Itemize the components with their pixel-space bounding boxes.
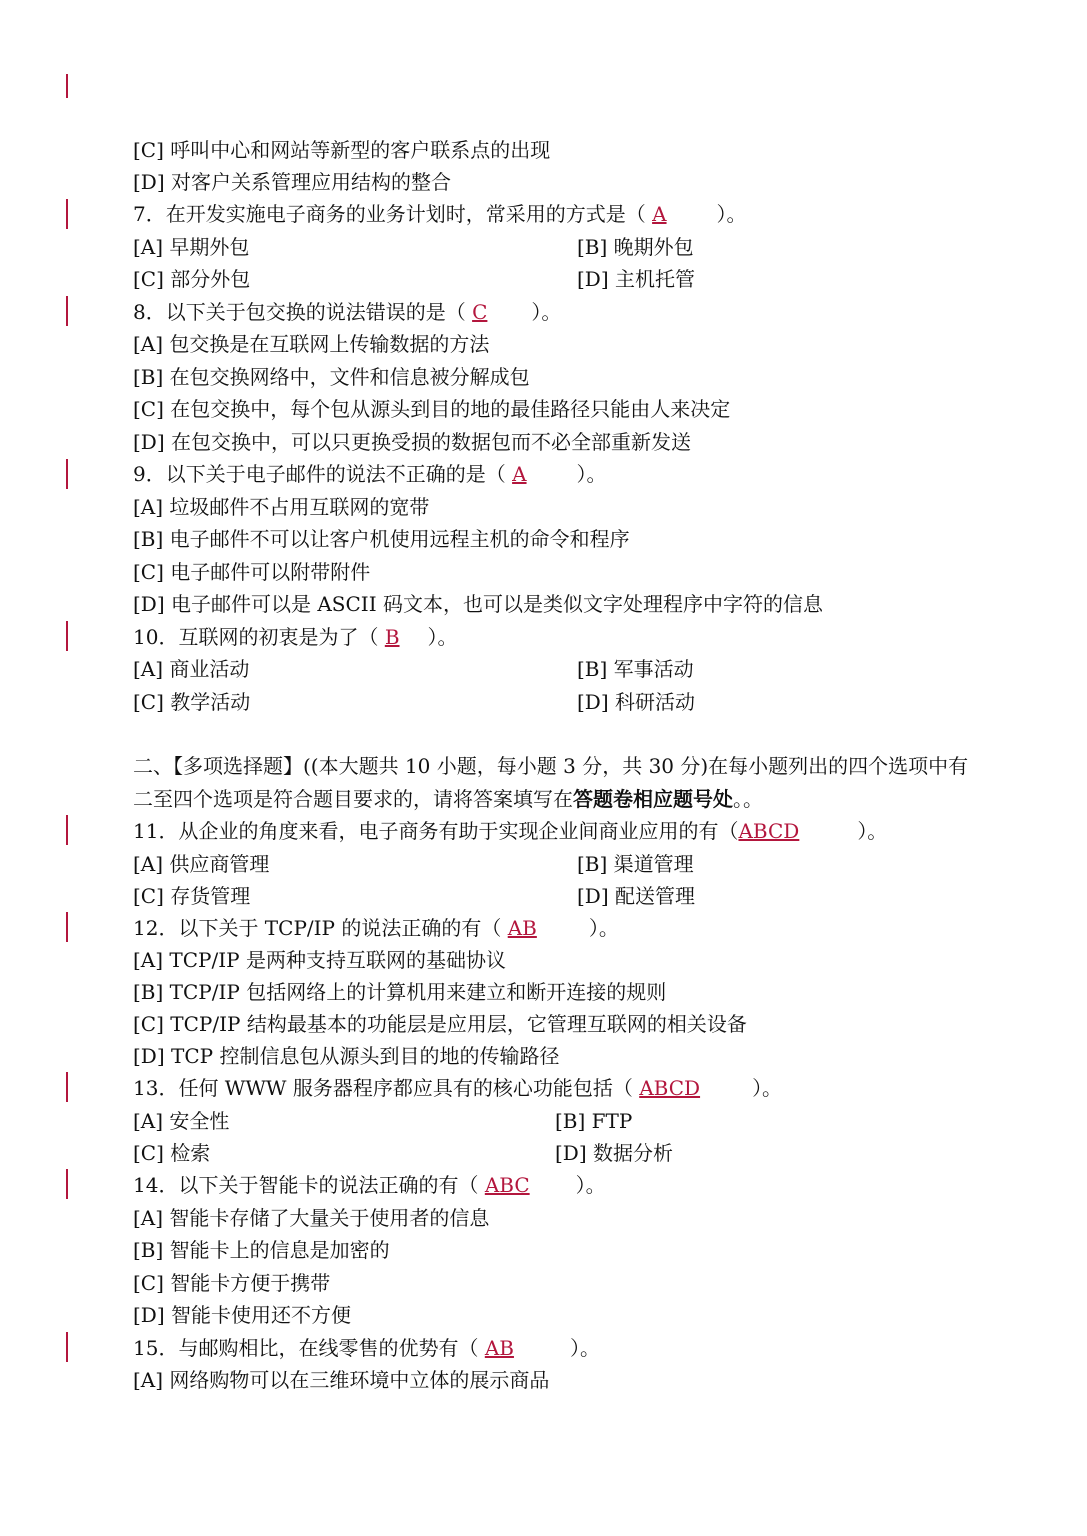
q9-stem — [133, 458, 607, 490]
q14-close: ）。 — [575, 1173, 606, 1197]
section2-instruction: 二至四个选项是符合题目要求的，请将答案填写在 — [133, 787, 573, 811]
q9-close: ）。 — [576, 462, 607, 486]
q13-answer: ABCD — [639, 1076, 701, 1100]
q11-close: ）。 — [857, 819, 888, 843]
q11-option-d: [D] 配送管理 — [577, 884, 695, 908]
q9-option-c: [C] 电子邮件可以附带附件 — [133, 560, 371, 584]
q8-close: ）。 — [531, 300, 562, 324]
q7-text: 7．在开发实施电子商务的业务计划时，常采用的方式是（ — [133, 202, 653, 226]
q15-option-a: [A] 网络购物可以在三维环境中立体的展示商品 — [133, 1368, 550, 1392]
q7-stem — [133, 198, 747, 230]
q8-option-b: [B] 在包交换网络中，文件和信息被分解成包 — [133, 365, 530, 389]
q14-stem — [133, 1169, 606, 1201]
q15-close: ）。 — [569, 1336, 600, 1360]
q12-option-b: [B] TCP/IP 包括网络上的计算机用来建立和断开连接的规则 — [133, 980, 667, 1004]
q14-option-d: [D] 智能卡使用还不方便 — [133, 1303, 351, 1327]
q13-text: 13．任何 WWW 服务器程序都应具有的核心功能包括（ — [133, 1076, 640, 1100]
q15-text: 15．与邮购相比，在线零售的优势有（ — [133, 1336, 485, 1360]
section2-end: 。。 — [733, 787, 763, 811]
revision-bar — [66, 199, 68, 229]
q10-option-c: [C] 教学活动 — [133, 690, 251, 714]
q13-option-b: [B] FTP — [555, 1109, 633, 1133]
q7-option-b: [B] 晚期外包 — [577, 235, 694, 259]
q7-option-a: [A] 早期外包 — [133, 235, 250, 259]
q11-option-b: [B] 渠道管理 — [577, 852, 694, 876]
q8-stem — [133, 296, 561, 328]
q14-answer: ABC — [484, 1173, 530, 1197]
q13-option-a: [A] 安全性 — [133, 1109, 230, 1133]
q8-answer: C — [472, 300, 488, 324]
q7-option-d: [D] 主机托管 — [577, 267, 695, 291]
q14-text: 14．以下关于智能卡的说法正确的有（ — [133, 1173, 485, 1197]
revision-bar — [66, 1332, 68, 1362]
q12-option-a: [A] TCP/IP 是两种支持互联网的基础协议 — [133, 948, 506, 972]
q11-text: 11．从企业的角度来看，电子商务有助于实现企业间商业应用的有（ — [133, 819, 739, 843]
q12-option-d: [D] TCP 控制信息包从源头到目的地的传输路径 — [133, 1044, 560, 1068]
q10-text: 10．互联网的初衷是为了（ — [133, 625, 385, 649]
q11-option-c: [C] 存货管理 — [133, 884, 251, 908]
q11-option-a: [A] 供应商管理 — [133, 852, 270, 876]
q13-option-d: [D] 数据分析 — [555, 1141, 673, 1165]
q11-answer: ABCD — [738, 819, 800, 843]
q10-option-a: [A] 商业活动 — [133, 657, 250, 681]
section2-header-line2 — [133, 783, 763, 815]
q6-option-c: [C] 呼叫中心和网站等新型的客户联系点的出现 — [133, 138, 551, 162]
q7-answer: A — [652, 202, 667, 226]
q8-text: 8．以下关于包交换的说法错误的是（ — [133, 300, 473, 324]
q14-option-a: [A] 智能卡存储了大量关于使用者的信息 — [133, 1206, 490, 1230]
q13-stem — [133, 1072, 782, 1104]
q12-stem — [133, 912, 619, 944]
revision-bar — [66, 912, 68, 942]
revision-bar — [66, 74, 68, 98]
q9-option-b: [B] 电子邮件不可以让客户机使用远程主机的命令和程序 — [133, 527, 630, 551]
q10-option-b: [B] 军事活动 — [577, 657, 694, 681]
q11-stem — [133, 815, 887, 847]
q10-option-d: [D] 科研活动 — [577, 690, 695, 714]
q7-option-c: [C] 部分外包 — [133, 267, 251, 291]
revision-bar — [66, 296, 68, 326]
q9-text: 9．以下关于电子邮件的说法不正确的是（ — [133, 462, 513, 486]
q14-option-b: [B] 智能卡上的信息是加密的 — [133, 1238, 390, 1262]
revision-bar — [66, 1169, 68, 1199]
q12-text: 12．以下关于 TCP/IP 的说法正确的有（ — [133, 916, 508, 940]
q12-option-c: [C] TCP/IP 结构最基本的功能层是应用层，它管理互联网的相关设备 — [133, 1012, 747, 1036]
q9-option-a: [A] 垃圾邮件不占用互联网的宽带 — [133, 495, 430, 519]
revision-bar — [66, 815, 68, 845]
q9-answer: A — [512, 462, 527, 486]
revision-bar — [66, 459, 68, 489]
q12-close: ）。 — [588, 916, 619, 940]
q10-stem — [133, 621, 458, 653]
q13-close: ）。 — [752, 1076, 783, 1100]
q15-answer: AB — [484, 1336, 514, 1360]
q13-option-c: [C] 检索 — [133, 1141, 211, 1165]
q10-answer: B — [384, 625, 400, 649]
section2-header-line1: 二、【多项选择题】((本大题共 10 小题，每小题 3 分，共 30 分)在每小题列出的四个选项中有 — [133, 754, 969, 778]
q7-close: ）。 — [716, 202, 747, 226]
q12-answer: AB — [507, 916, 537, 940]
q9-option-d: [D] 电子邮件可以是 ASCII 码文本，也可以是类似文字处理程序中字符的信息 — [133, 592, 823, 616]
q8-option-c: [C] 在包交换中，每个包从源头到目的地的最佳路径只能由人来决定 — [133, 397, 731, 421]
revision-bar — [66, 621, 68, 651]
q8-option-d: [D] 在包交换中，可以只更换受损的数据包而不必全部重新发送 — [133, 430, 691, 454]
q10-close: ）。 — [427, 625, 458, 649]
q14-option-c: [C] 智能卡方便于携带 — [133, 1271, 331, 1295]
q6-option-d: [D] 对客户关系管理应用结构的整合 — [133, 170, 451, 194]
q15-stem — [133, 1332, 600, 1364]
q8-option-a: [A] 包交换是在互联网上传输数据的方法 — [133, 332, 490, 356]
section2-answer-sheet: 答题卷相应题号处 — [573, 787, 733, 811]
revision-bar — [66, 1072, 68, 1102]
